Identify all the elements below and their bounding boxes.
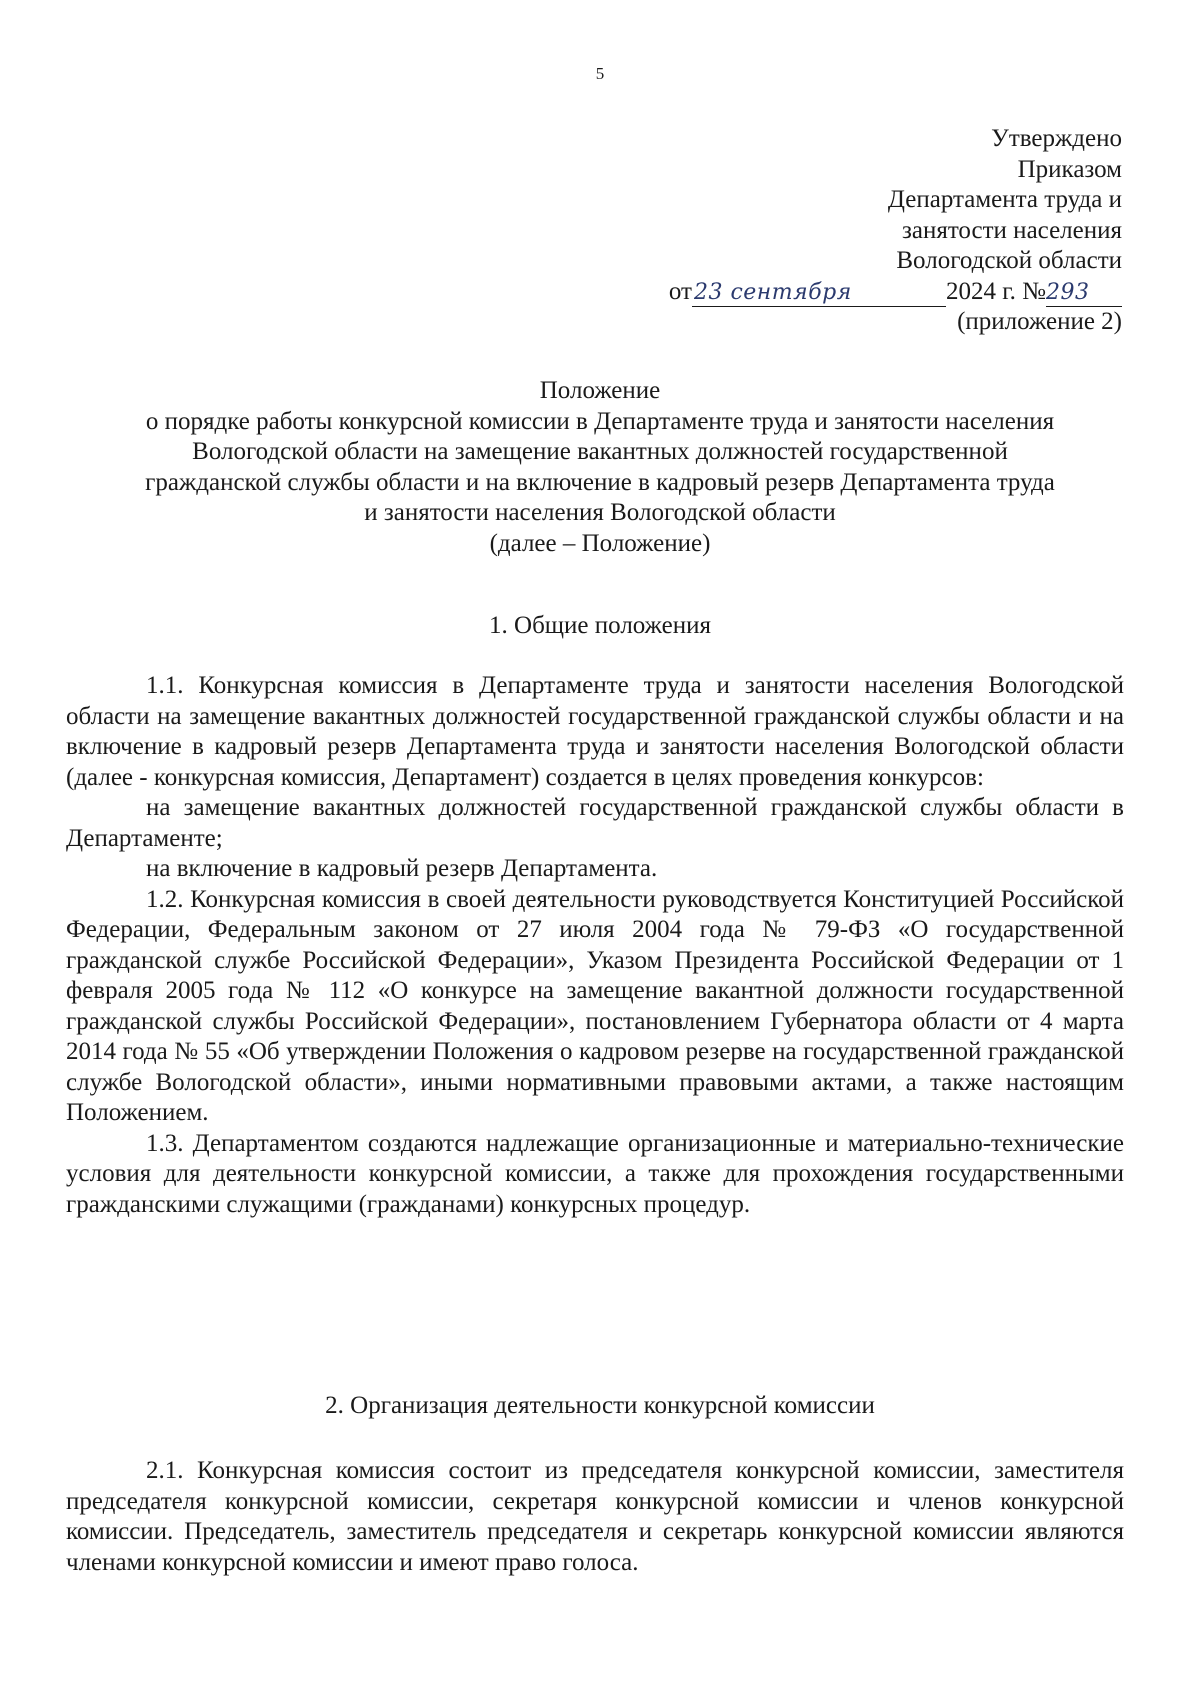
year-and-number-label: 2024 г. № (945, 277, 1046, 305)
page-number: 5 (595, 64, 605, 83)
handwritten-date: 23 сентября (693, 279, 852, 305)
approval-line-employment: занятости населения (901, 216, 1122, 244)
date-prefix: от (668, 277, 692, 305)
paragraph-1-1-item-b: на включение в кадровый резерв Департамента. (146, 855, 658, 882)
paragraph-2-1: 2.1. Конкурсная комиссия состоит из председателя конкурсной комиссии, заместителя председателя конкурсной комиссии, секретаря конкурсной комиссии и членов конкурсной комиссии. Председатель, заместитель председателя и секретарь конкурсной комиссии являются членами конкурсной комиссии и имеют право голоса. (66, 1457, 1124, 1576)
approval-line-order: Приказом (1017, 155, 1122, 183)
approval-line-region: Вологодской области (896, 247, 1122, 274)
document-title (60, 376, 1140, 559)
approval-appendix: (приложение 2) (957, 308, 1122, 335)
section-1-heading: 1. Общие положения (489, 612, 711, 639)
approval-line-approved: Утверждено (991, 125, 1122, 152)
handwritten-number: 293 (1046, 279, 1090, 305)
title-line-2: о порядке работы конкурсной комиссии в Департаменте труда и занятости населения (145, 407, 1055, 435)
paragraph-1-1-item-a: на замещение вакантных должностей государственной гражданской службы области в Департаменте; (66, 794, 1124, 852)
section-2-body (66, 1456, 1124, 1578)
section-2-heading: 2. Организация деятельности конкурсной комиссии (325, 1392, 875, 1419)
title-line-5: и занятости населения Вологодской области (364, 499, 836, 526)
handwritten-number-field (1046, 279, 1122, 307)
title-line-4: гражданской службы области и на включение в кадровый резерв Департамента труда (145, 468, 1055, 496)
title-line-1: Положение (539, 377, 661, 404)
paragraph-1-3: 1.3. Департаментом создаются надлежащие организационные и материально-технические условия для деятельности конкурсной комиссии, а также для прохождения государственными гражданскими служащими (гражданами) конкурсных процедур. (66, 1129, 1124, 1218)
approval-stamp-block (522, 124, 1122, 338)
paragraph-1-1: 1.1. Конкурсная комиссия в Департаменте труда и занятости населения Вологодской области на замещение вакантных должностей государственной гражданской службы области и на включение в кадровый резерв Департамента труда и занятости населения Вологодской области (далее - конкурсная комиссия, Департамент) создается в целях проведения конкурсов: (66, 672, 1124, 791)
title-line-6: (далее – Положение) (489, 529, 711, 557)
approval-date-line (522, 277, 1122, 308)
approval-line-department: Департамента труда и (887, 186, 1122, 213)
handwritten-date-field (692, 279, 946, 307)
title-line-3: Вологодской области на замещение вакантных должностей государственной (192, 438, 1008, 465)
section-1-body (66, 671, 1124, 1220)
paragraph-1-2: 1.2. Конкурсная комиссия в своей деятельности руководствуется Конституцией Российской Федерации, Федеральным законом от 27 июля 2004 года № 79-ФЗ «О государственной гражданской службе Российской Федерации», Указом Президента Российской Федерации от 1 февраля 2005 года № 112 «О конкурсе на замещение вакантной должности государственной гражданской службы Российской Федерации», постановлением Губернатора области от 4 марта 2014 года № 55 «Об утверждении Положения о кадровом резерве на государственной гражданской службе Вологодской области», иными нормативными правовыми актами, а также настоящим Положением. (66, 885, 1124, 1126)
